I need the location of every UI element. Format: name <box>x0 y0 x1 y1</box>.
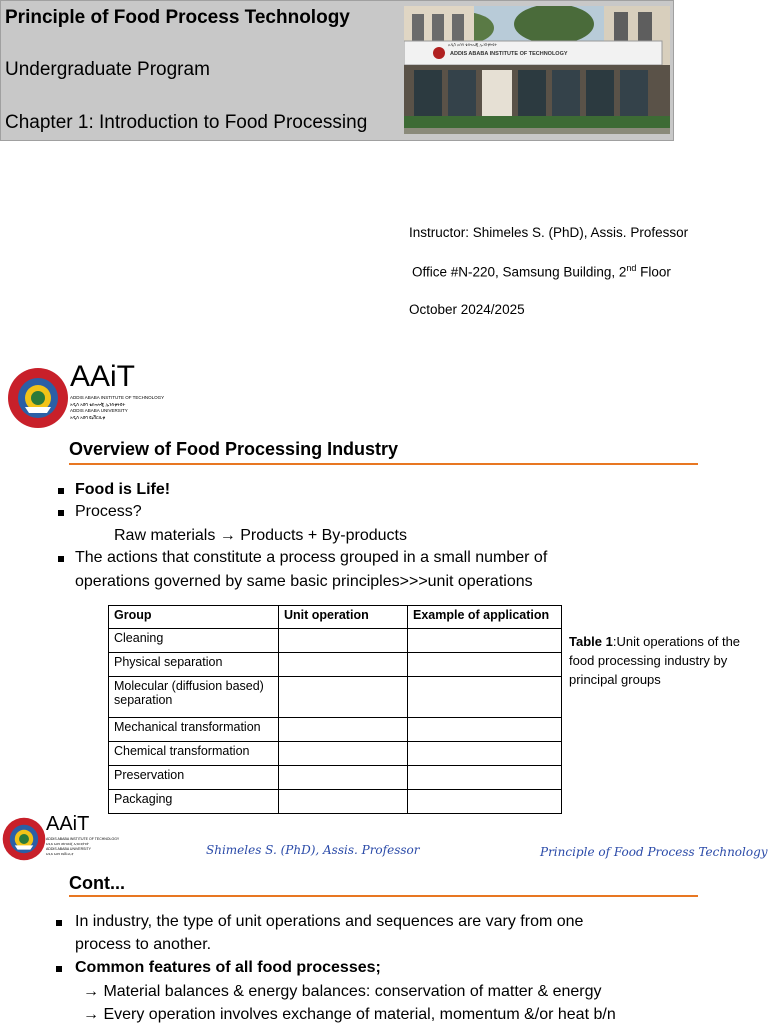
table-cell-group: Preservation <box>109 766 279 790</box>
bullet-icon <box>58 510 64 516</box>
bullet-food-life: Food is Life! <box>75 481 171 498</box>
caption-text: :Unit operations of the food processing industry by principal groups <box>569 634 741 687</box>
table-cell-group: Packaging <box>109 790 279 814</box>
instructor-name: Instructor: Shimeles S. (PhD), Assis. Professor <box>409 225 689 240</box>
process-formula: Raw materials → Products + By-products <box>114 527 407 544</box>
aait-line3: ADDIS ABABA UNIVERSITY <box>70 408 128 413</box>
aait-line2: አዲስ አበባ ቴክኖሎጂ ኢንስቲትዩት <box>46 842 89 846</box>
aait-line1: ADDIS ABABA INSTITUTE OF TECHNOLOGY <box>46 837 120 841</box>
university-seal-icon <box>2 817 46 861</box>
office-text-post: Floor <box>636 264 671 280</box>
table-header: Unit operation <box>279 606 408 629</box>
bullet-unit-ops-line1: The actions that constitute a process grouped in a small number of <box>75 549 548 566</box>
university-seal-icon <box>7 367 69 429</box>
aait-acronym: AAiT <box>70 360 136 393</box>
chapter-title: Chapter 1: Introduction to Food Processing <box>5 112 368 133</box>
bullet-unit-ops-line2: operations governed by same basic principles>>>unit operations <box>75 573 533 590</box>
table-cell-empty <box>279 766 408 790</box>
caption-label: Table 1 <box>569 634 613 649</box>
table-cell-empty <box>279 742 408 766</box>
course-title: Principle of Food Process Technology <box>5 7 350 28</box>
program-label: Undergraduate Program <box>5 59 210 80</box>
table-row <box>109 766 562 790</box>
photo-sign-text: ADDIS ABABA INSTITUTE OF TECHNOLOGY <box>450 51 568 57</box>
table-cell-group: Cleaning <box>109 629 279 653</box>
table-cell-empty <box>279 790 408 814</box>
aait-acronym-small: AAiT <box>46 813 90 835</box>
aait-line4: አዲስ አበባ ዩኒቨርሲቲ <box>70 414 106 420</box>
aait-subtitle-small <box>46 837 119 857</box>
footer-author: Shimeles S. (PhD), Assis. Professor <box>206 843 420 857</box>
table-header-row <box>109 606 562 629</box>
course-date: October 2024/2025 <box>409 302 525 317</box>
office-location <box>412 263 671 280</box>
aait-subtitle <box>70 395 164 421</box>
table-cell-empty <box>279 629 408 653</box>
footer-course: Principle of Food Process Technology <box>540 845 768 859</box>
office-text: Office #N-220, Samsung Building, 2 <box>412 264 627 280</box>
bullet-icon <box>56 966 62 972</box>
table-row <box>109 629 562 653</box>
table-header: Example of application <box>408 606 562 629</box>
title-rule <box>69 463 698 465</box>
bullet-industry-line2: process to another. <box>75 936 212 953</box>
table-header: Group <box>109 606 279 629</box>
table-row <box>109 677 562 718</box>
table-row <box>109 718 562 742</box>
table-cell-empty <box>408 629 562 653</box>
table-row <box>109 742 562 766</box>
table-cell-empty <box>408 653 562 677</box>
table-cell-empty <box>408 718 562 742</box>
table-row <box>109 790 562 814</box>
cont-title: Cont... <box>69 873 125 893</box>
table-cell-empty <box>408 677 562 718</box>
bullet-icon <box>56 920 62 926</box>
aait-line4: አዲስ አበባ ዩኒቨርሲቲ <box>46 852 74 856</box>
building-photo <box>404 6 670 134</box>
table-cell-group: Physical separation <box>109 653 279 677</box>
bullet-icon <box>58 488 64 494</box>
bullet-common-features: Common features of all food processes; <box>75 959 381 976</box>
unit-operations-table <box>108 605 562 814</box>
table-cell-empty <box>408 742 562 766</box>
table-cell-group: Mechanical transformation <box>109 718 279 742</box>
title-rule <box>69 895 698 897</box>
title-banner <box>0 0 674 141</box>
table-cell-group: Chemical transformation <box>109 742 279 766</box>
table-cell-empty <box>279 718 408 742</box>
table-row <box>109 653 562 677</box>
arrow-exchange: → Every operation involves exchange of material, momentum &/or heat b/n <box>83 1006 616 1023</box>
office-sup: nd <box>626 263 637 273</box>
bullet-industry-line1: In industry, the type of unit operations and sequences are vary from one <box>75 913 584 930</box>
overview-title: Overview of Food Processing Industry <box>69 439 399 459</box>
table-cell-empty <box>408 766 562 790</box>
photo-sign-amharic: አዲስ አበባ ቴክኖሎጂ ኢንስቲትዩት <box>448 42 498 47</box>
bullet-icon <box>58 556 64 562</box>
aait-line1: ADDIS ABABA INSTITUTE OF TECHNOLOGY <box>70 395 165 400</box>
table-cell-empty <box>408 790 562 814</box>
aait-line2: አዲስ አበባ ቴክኖሎጂ ኢንስቲትዩት <box>70 401 126 407</box>
bullet-process: Process? <box>75 503 142 520</box>
table-cell-empty <box>279 677 408 718</box>
table-cell-empty <box>279 653 408 677</box>
table-caption <box>569 632 759 689</box>
aait-line3: ADDIS ABABA UNIVERSITY <box>46 847 91 851</box>
table-cell-group: Molecular (diffusion based) separation <box>109 677 279 718</box>
arrow-material-balances: → Material balances & energy balances: conservation of matter & energy <box>83 983 602 1000</box>
